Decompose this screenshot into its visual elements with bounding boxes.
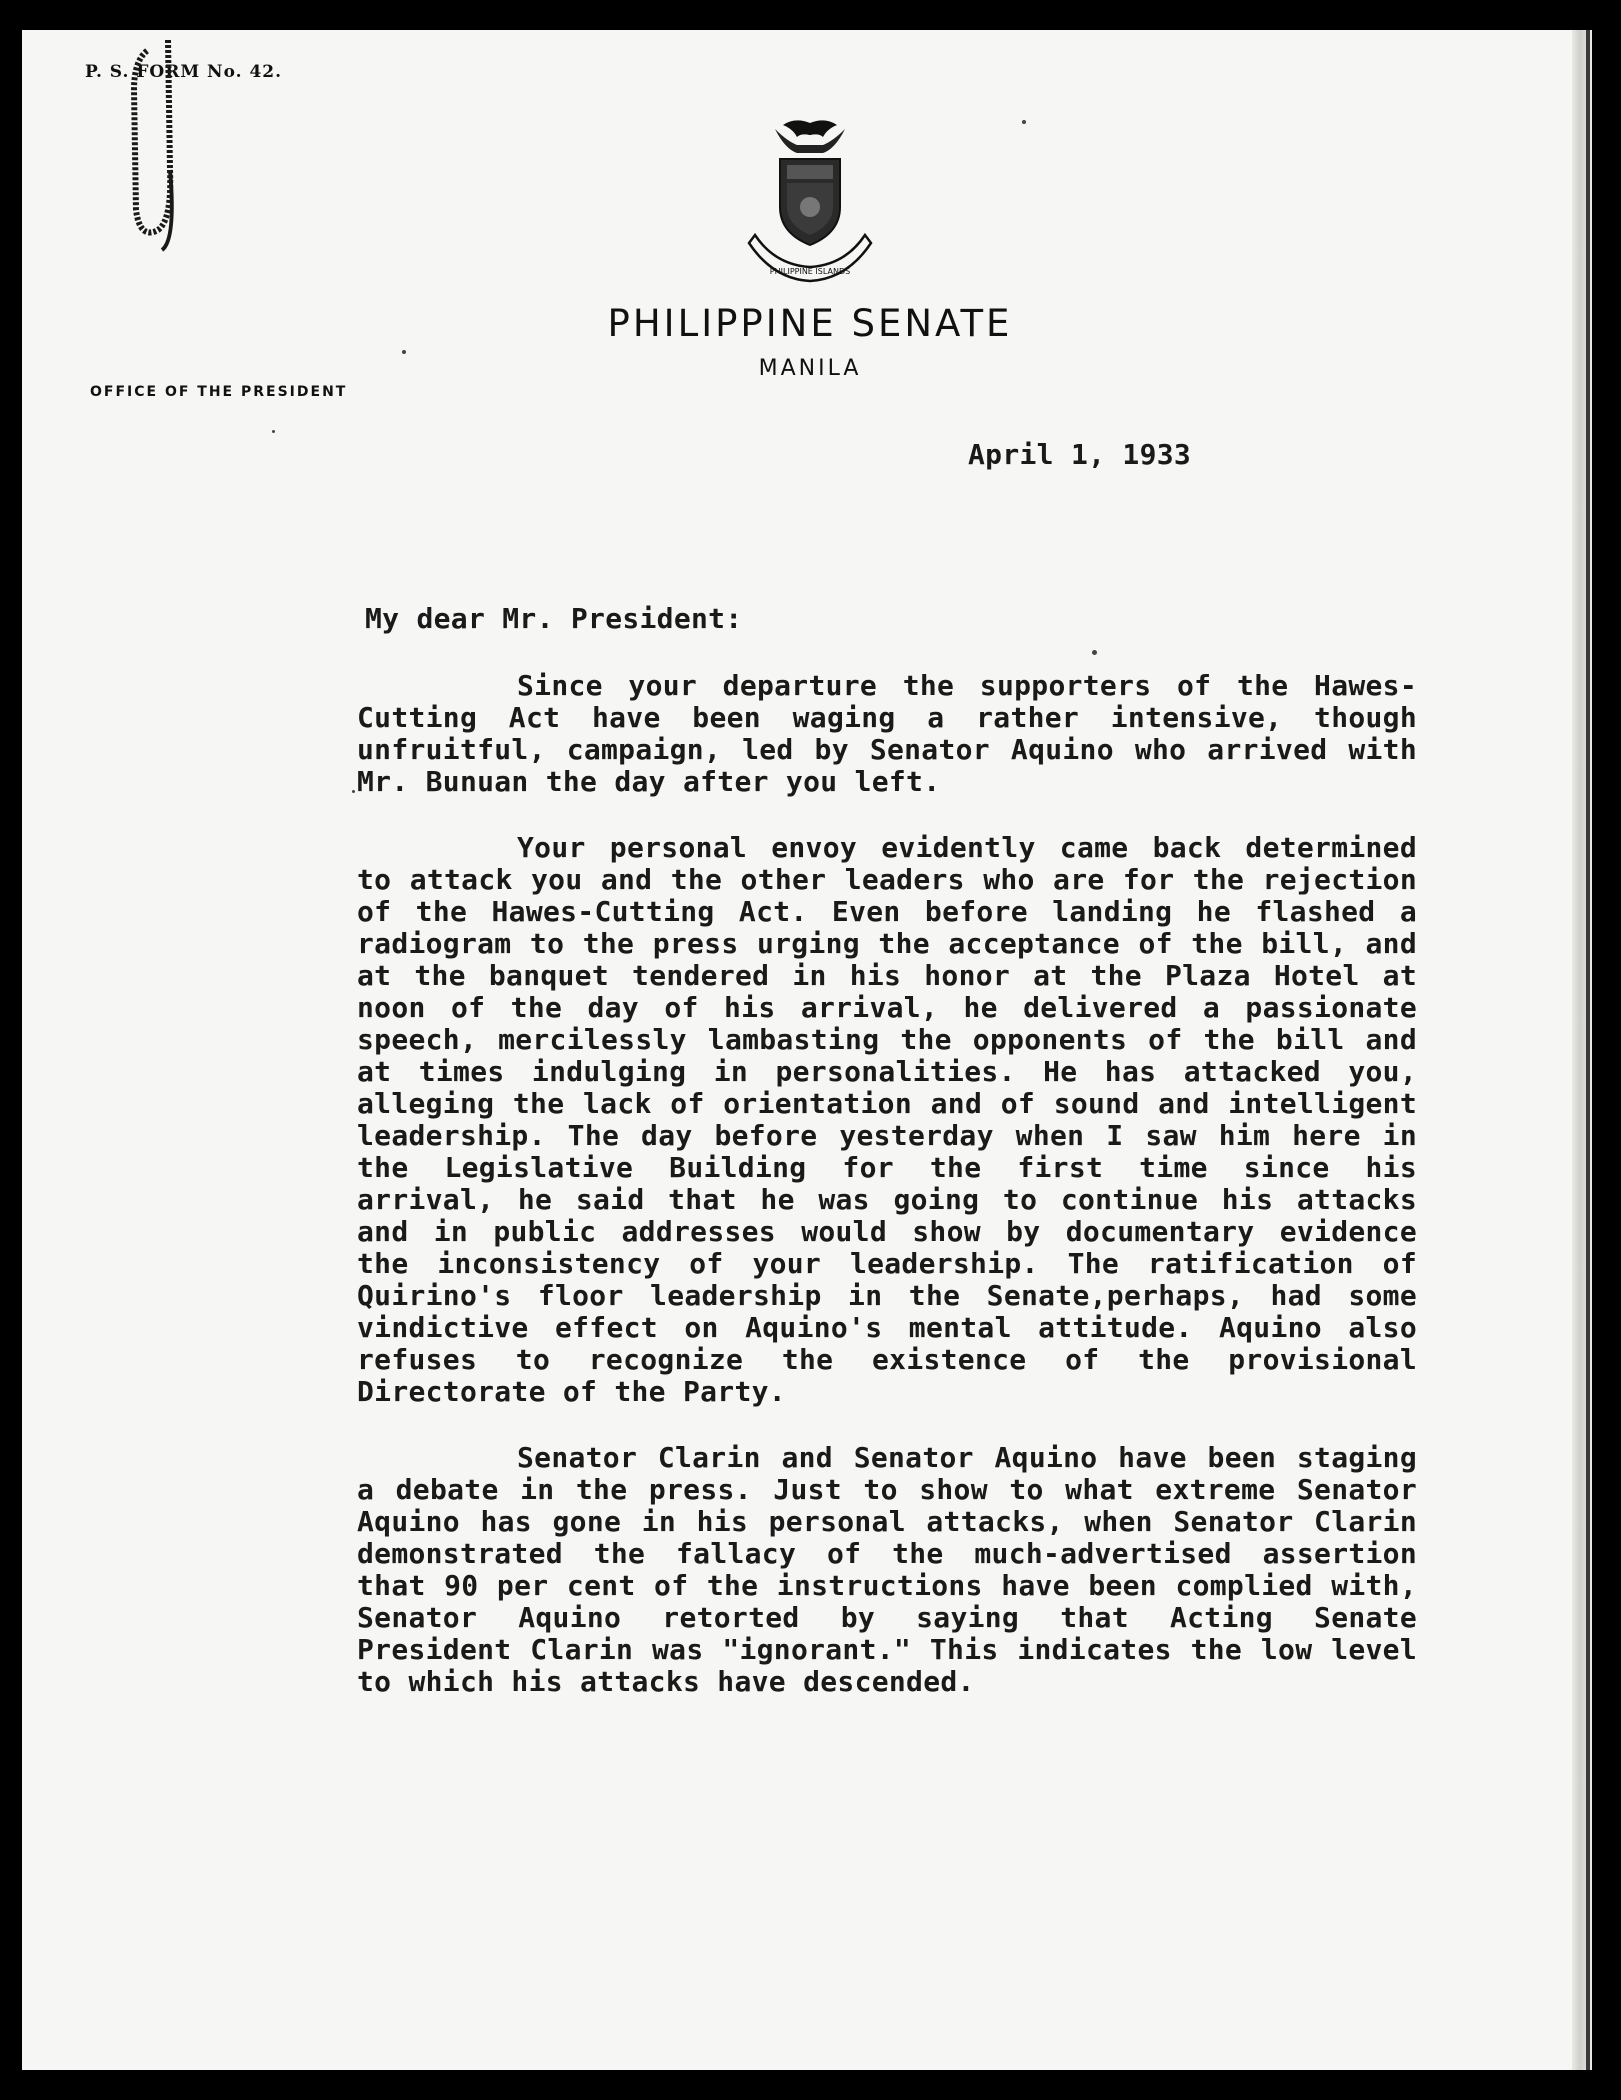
paragraph-3: Senator Clarin and Senator Aquino have been staging a debate in the press. Just to show to what extreme Senator Aquino has gone in his personal attacks, when Senator Clarin demonstrated the fallacy of the much-advertised assertion that 90 per cent of the instructions have been complied with, Senator Aquino retorted by saying that Acting Senate President Clarin was "ignorant." This indicates the low level to which his attacks have descended. xyxy=(357,1441,1417,1698)
office-title: OFFICE OF THE PRESIDENT xyxy=(90,384,348,400)
page-edge-shadow xyxy=(1586,30,1590,2070)
letter-body xyxy=(357,670,1417,1732)
salutation: My dear Mr. President: xyxy=(365,602,743,635)
paper-speck xyxy=(1092,650,1097,655)
paragraph-1: Since your departure the supporters of the Hawes- Cutting Act have been waging a rather intensive, though unfruitful, campaign, led by Senator Aquino who arrived with Mr. Bunuan the day after you left. xyxy=(357,669,1417,798)
paper-speck xyxy=(352,790,355,793)
letter-date: April 1, 1933 xyxy=(968,438,1192,471)
paper-clip-icon xyxy=(118,30,208,290)
organization-name: PHILIPPINE SENATE xyxy=(607,302,1013,345)
paper-speck xyxy=(272,430,275,433)
paper-speck xyxy=(402,350,406,354)
form-number: P. S. FORM No. 42. xyxy=(85,62,283,82)
paper-speck xyxy=(1022,120,1026,124)
paragraph-2: Your personal envoy evidently came back determined to attack you and the other leaders who are for the rejection of the Hawes-Cutting Act. Even before landing he flashed a radiogram to the press urging the acceptance of the bill, and at the banquet tendered in his honor at the Plaza Hotel at noon of the day of his arrival, he delivered a passionate speech, mercilessly lambasting the opponents of the bill and at times indulging in personalities. He has attacked you, alleging the lack of orientation and of sound and intelligent leadership. The day before yesterday when I saw him here in the Legislative Building for the first time since his arrival, he said that he was going to continue his attacks and in public addresses would show by documentary evidence the inconsistency of your leadership. The ratification of Quirino's floor leadership in the Senate,perhaps, had some vindictive effect on Aquino's mental attitude. Aquino also refuses to recognize the existence of the provisional Directorate of the Party. xyxy=(357,831,1417,1408)
philippine-senate-seal-icon xyxy=(735,115,885,285)
seal-motto: PHILIPPINE ISLANDS xyxy=(769,267,851,276)
organization-city: MANILA xyxy=(758,356,862,381)
